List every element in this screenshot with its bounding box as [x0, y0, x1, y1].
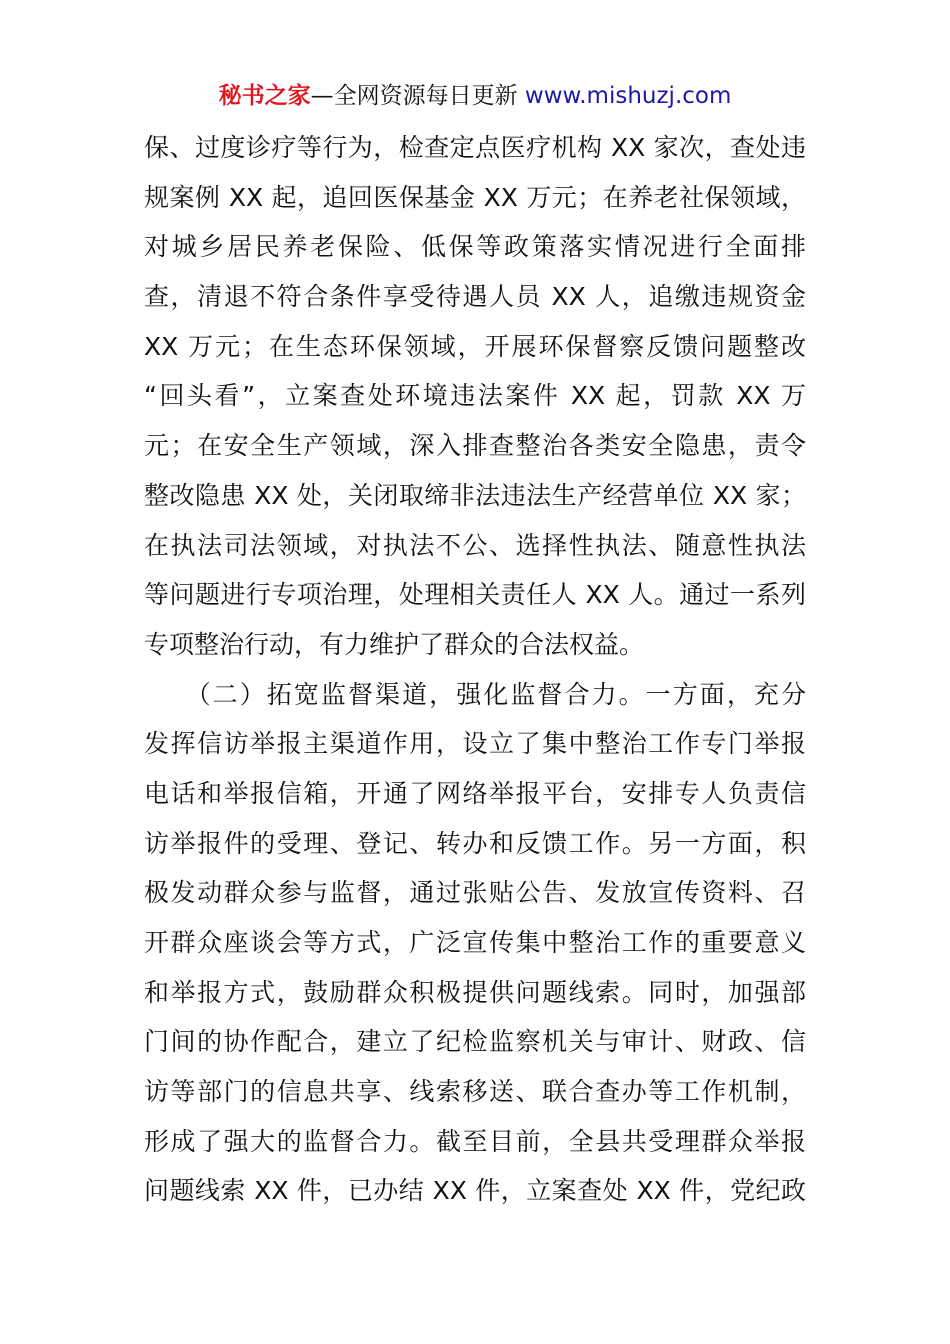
text-line: “回头看”，立案查处环境违法案件 XX 起，罚款 XX 万 — [144, 381, 806, 411]
text-line: 问题线索 XX 件，已办结 XX 件，立案查处 XX 件，党纪政 — [144, 1176, 806, 1206]
brand-name: 秘书之家 — [218, 83, 311, 109]
text-line: 元；在安全生产领域，深入排查整治各类安全隐患，责令 — [144, 431, 806, 461]
document-body — [144, 123, 806, 1216]
text-line: 形成了强大的监督合力。截至目前，全县共受理群众举报 — [144, 1126, 806, 1156]
text-line: 电话和举报信箱，开通了网络举报平台，安排专人负责信 — [144, 778, 806, 808]
text-line: 对城乡居民养老保险、低保等政策落实情况进行全面排 — [144, 232, 806, 262]
text-line: 保、过度诊疗等行为，检查定点医疗机构 XX 家次，查处违 — [144, 133, 806, 162]
text-line: 门间的协作配合，建立了纪检监察机关与审计、财政、信 — [144, 1027, 806, 1057]
text-line: 发挥信访举报主渠道作用，设立了集中整治工作专门举报 — [144, 729, 806, 759]
site-url[interactable]: www.mishuzj.com — [524, 83, 732, 109]
banner-tagline: —全网资源每日更新 — [310, 83, 525, 109]
text-line: 开群众座谈会等方式，广泛宣传集中整治工作的重要意义 — [144, 928, 806, 957]
text-line: 查，清退不符合条件享受待遇人员 XX 人，追缴违规资金 — [144, 282, 806, 312]
text-line: 极发动群众参与监督，通过张贴公告、发放宣传资料、召 — [144, 878, 806, 908]
text-line: 规案例 XX 起，追回医保基金 XX 万元；在养老社保领域， — [144, 182, 806, 212]
site-banner — [0, 80, 950, 112]
text-line: 整改隐患 XX 处，关闭取缔非法违法生产经营单位 XX 家； — [144, 480, 806, 510]
paragraph-end-line: 专项整治行动，有力维护了群众的合法权益。 — [144, 629, 645, 659]
section-heading-line: （二）拓宽监督渠道，强化监督合力。一方面，充分 — [144, 679, 806, 709]
text-line: 在执法司法领域，对执法不公、选择性执法、随意性执法 — [144, 530, 806, 560]
text-line: 访举报件的受理、登记、转办和反馈工作。另一方面，积 — [144, 828, 806, 858]
text-line: 访等部门的信息共享、线索移送、联合查办等工作机制， — [144, 1077, 806, 1107]
text-line: 和举报方式，鼓励群众积极提供问题线索。同时，加强部 — [144, 977, 806, 1007]
text-line: XX 万元；在生态环保领域，开展环保督察反馈问题整改 — [144, 331, 806, 361]
text-line: 等问题进行专项治理，处理相关责任人 XX 人。通过一系列 — [144, 580, 806, 610]
